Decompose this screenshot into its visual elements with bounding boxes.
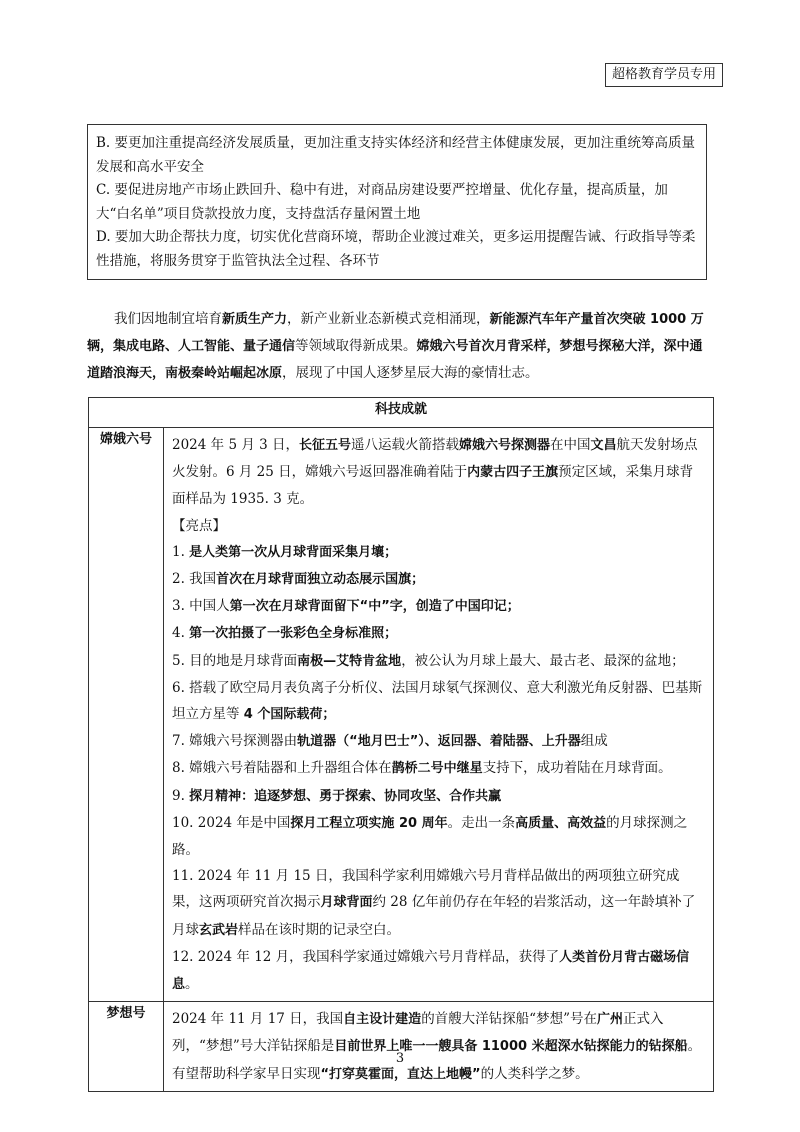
bold-text: 嫦娥六号首次月背采样，梦想号探秘大洋，深中通道踏浪海天，南极秦岭站崛起冰原	[87, 339, 703, 381]
bold-text: 探月工程立项实施 20 周年	[290, 815, 448, 831]
cell-paragraph	[172, 539, 705, 566]
cell-paragraph	[172, 593, 705, 620]
cell-paragraph	[172, 432, 705, 513]
text-run: 我们因地制宜培育	[114, 311, 222, 327]
bold-text: 轨道器（“地月巴士”）、返回器、着陆器、上升器	[297, 734, 581, 750]
row-body-change6	[164, 428, 714, 1002]
bold-text: 长征五号	[299, 438, 352, 453]
text-run: ，被公认为月球上最大、最古老、最深的盆地；	[401, 652, 685, 669]
text-run: 7. 嫦娥六号探测器由	[172, 733, 298, 750]
text-run: 。走出一条	[447, 814, 516, 831]
bold-text: 新质生产力	[222, 312, 288, 327]
row-body-mengxiang	[164, 1002, 714, 1092]
cell-paragraph	[172, 513, 705, 539]
text-run: 10. 2024 年是中国	[172, 814, 291, 831]
cell-paragraph	[172, 566, 705, 593]
bold-text: 新能源汽车年产量首次突破 1000 万辆，集成电路、人工智能、量子通信	[87, 312, 704, 354]
bold-text: 南极—艾特肯盆地	[297, 653, 402, 669]
bold-text: 高质量、高效益	[515, 815, 607, 831]
cell-paragraph	[172, 728, 705, 755]
text-run: 。有望帮助科学家早日实现	[172, 1038, 702, 1082]
cell-paragraph	[172, 675, 705, 728]
text-run: 8. 嫦娥六号着陆器和上升器组合体在	[172, 760, 392, 777]
bold-text: 人类首份月背古磁场信息	[172, 949, 690, 993]
tech-achievements-table	[88, 397, 714, 1092]
text-run: 5. 目的地是月球背面	[172, 652, 298, 669]
text-run: 9.	[172, 787, 190, 804]
bold-text: 是人类第一次从月球背面采集月壤；	[189, 544, 398, 560]
text-run: 的首艘大洋钻探船“梦想”号在	[421, 1011, 597, 1028]
header-tag: 超格教育学员专用	[605, 63, 723, 87]
options-box	[87, 124, 707, 280]
bold-text: 第一次在月球背面留下“中”字，创造了中国印记；	[229, 599, 520, 615]
text-run: 4.	[172, 625, 190, 642]
option-c: C. 要促进房地产市场止跌回升、稳中有进，对商品房建设要严控增量、优化存量，提高质量，加大“白名单”项目贷款投放力度，支持盘活存量闲置土地	[96, 182, 668, 222]
text-run: 6. 搭载了欧空局月表负离子分析仪、法国月球氡气探测仪、意大利激光角反射器、巴基斯坦立方星等	[172, 679, 703, 723]
text-run: 航天发射场点火发射。6 月 25 日，嫦娥六号返回器准确着陆于	[172, 437, 698, 481]
text-run: 组成	[580, 733, 608, 750]
text-run: 的人类科学之梦。	[480, 1065, 589, 1082]
cell-paragraph	[172, 1006, 705, 1088]
text-run: 等领域取得新成果。	[295, 338, 417, 354]
bold-text: 自主设计建造	[343, 1012, 422, 1028]
bold-text: 探月精神：追逐梦想、勇于探索、协同攻坚、合作共赢	[189, 788, 502, 804]
bold-text: 4 个国际载荷；	[243, 707, 336, 723]
bold-text: 目前世界上唯一一艘具备 11000 米超深水钻探能力的钻探船	[334, 1039, 688, 1055]
row-label-change6: 嫦娥六号	[89, 428, 164, 1002]
bold-text: 广州	[597, 1012, 624, 1028]
text-run: 【亮点】	[172, 517, 226, 534]
cell-paragraph	[172, 620, 705, 647]
text-run: 支持下，成功着陆在月球背面。	[482, 760, 672, 777]
text-run: 正式入列，“梦想”号大洋钻探船是	[172, 1011, 664, 1055]
option-d: D. 要加大助企帮扶力度，切实优化营商环境，帮助企业渡过难关，更多运用提醒告诫、行政指导等柔性措施，将服务贯穿于监管执法全过程、各环节	[96, 229, 696, 269]
table-title: 科技成就	[89, 398, 714, 428]
cell-paragraph	[172, 863, 705, 944]
text-run: 12. 2024 年 12 月，我国科学家通过嫦娥六号月背样品，获得了	[172, 948, 560, 965]
cell-paragraph	[172, 755, 705, 782]
text-run: 样品在该时期的记录空白。	[238, 921, 401, 938]
text-run: 的月球探测之路。	[172, 814, 688, 859]
cell-paragraph	[172, 810, 705, 863]
text-run: ，展现了中国人逐梦星辰大海的豪情壮志。	[282, 365, 539, 381]
bold-text: 文昌	[590, 438, 617, 453]
text-run: 11. 2024 年 11 月 15 日，我国科学家利用嫦娥六号月背样品做出的两项独立研究成果，这两项研究首次揭示	[172, 868, 680, 911]
bold-text: 玄武岩	[199, 922, 239, 938]
text-run: 1.	[172, 543, 190, 560]
row-label-mengxiang: 梦想号	[89, 1002, 164, 1092]
page-number: 3	[395, 1051, 405, 1066]
text-run: 2024 年 5 月 3 日，	[172, 437, 299, 453]
option-b: B. 要更加注重提高经济发展质量，更加注重支持实体经济和经营主体健康发展，更加注重统筹高质量发展和高水平安全	[96, 135, 696, 175]
bold-text: 第一次拍摄了一张彩色全身标准照；	[189, 626, 398, 642]
text-run: 3. 中国人	[172, 598, 230, 615]
bold-text: 月球背面	[320, 895, 373, 911]
intro-paragraph	[87, 306, 715, 387]
text-run: 遥八运载火箭搭载	[351, 437, 460, 453]
bold-text: “打穿莫霍面，直达上地幔”	[320, 1066, 481, 1082]
cell-paragraph	[172, 648, 705, 675]
cell-paragraph	[172, 783, 705, 810]
text-run: 预定区域，采集月球背面样品为 1935. 3 克。	[172, 464, 694, 508]
bold-text: 内蒙古四子王旗	[467, 465, 559, 481]
text-run: ，新产业新业态新模式竞相涌现，	[287, 311, 490, 327]
text-run: 约 28 亿年前仍存在年轻的岩浆活动，这一年龄填补了月球	[172, 894, 696, 938]
text-run: 在中国	[550, 437, 591, 453]
text-run: 。	[185, 976, 199, 993]
cell-paragraph	[172, 944, 705, 998]
bold-text: 嫦娥六号探测器	[459, 438, 551, 453]
text-run: 2024 年 11 月 17 日，我国	[172, 1011, 344, 1028]
bold-text: 鹊桥二号中继星	[391, 761, 483, 777]
text-run: 2. 我国	[172, 571, 217, 588]
bold-text: 首次在月球背面独立动态展示国旗；	[216, 572, 425, 588]
